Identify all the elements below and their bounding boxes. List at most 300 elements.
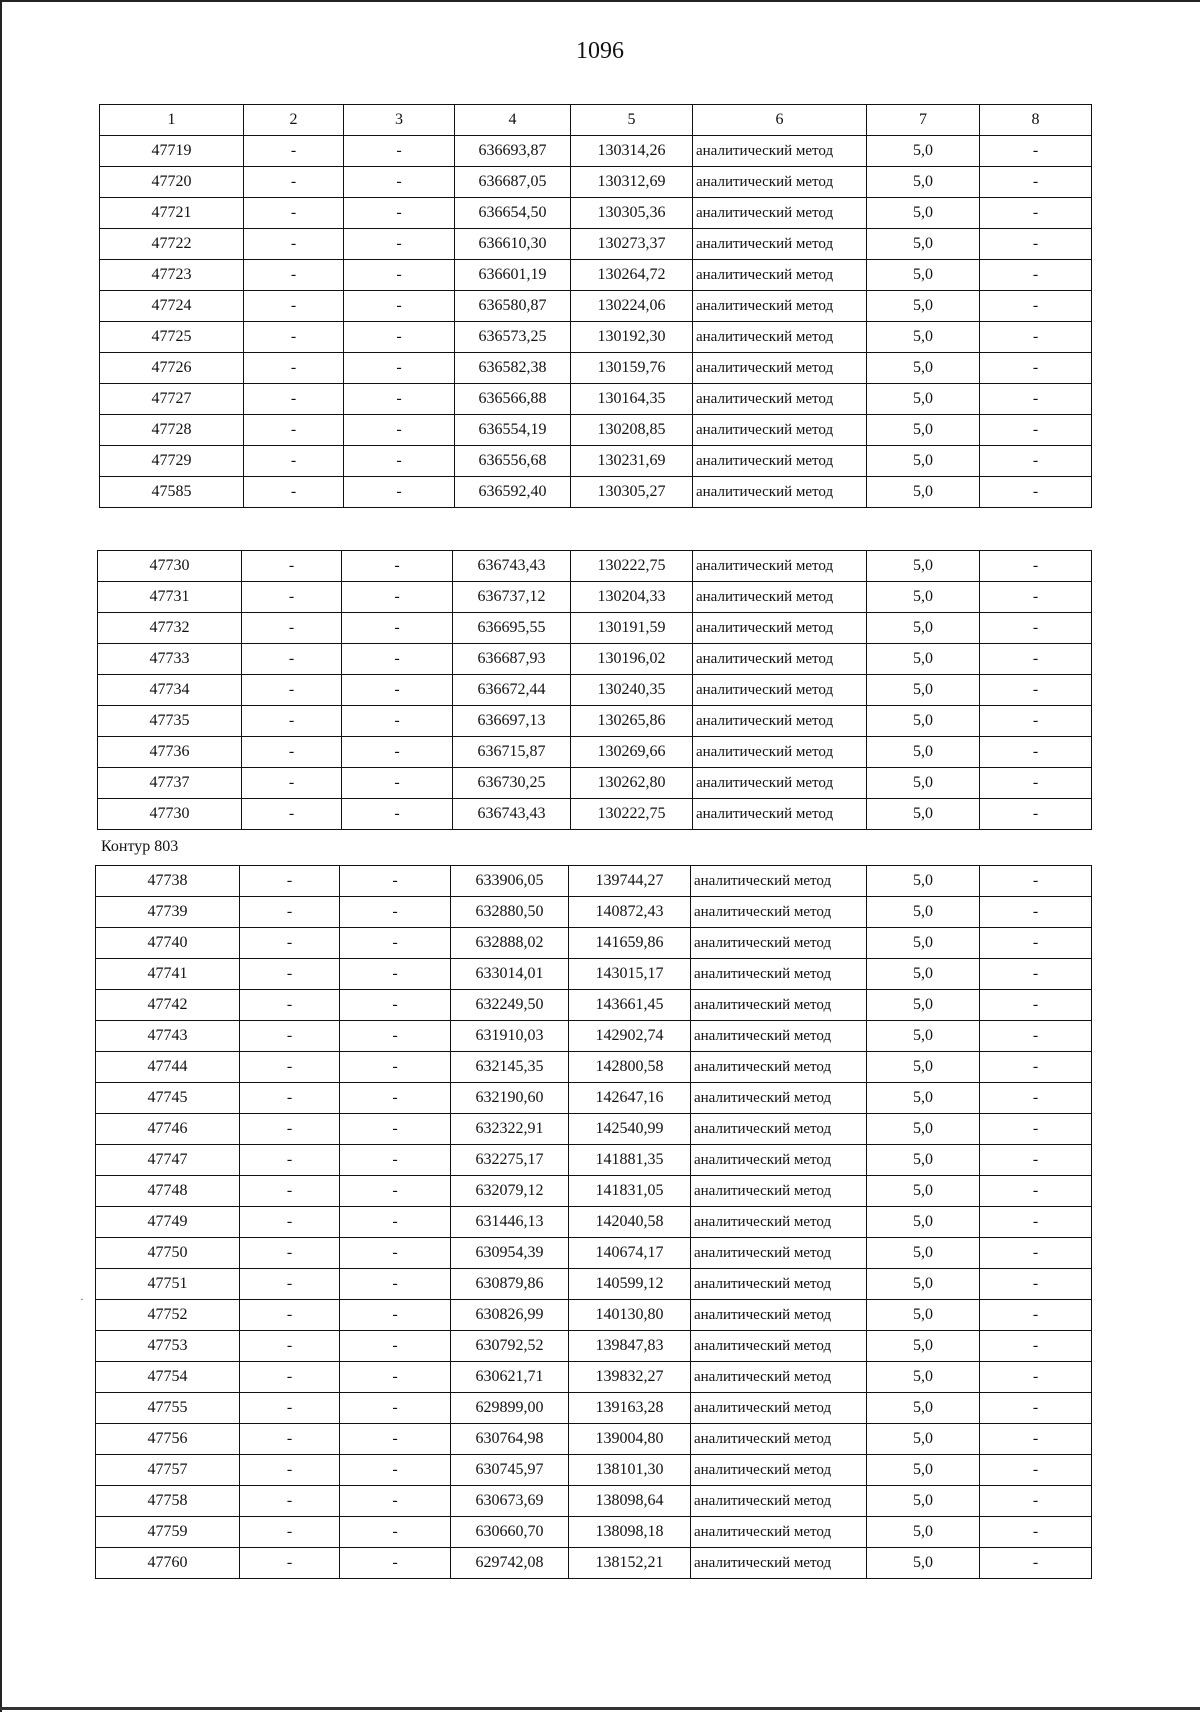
- table-cell: 139004,80: [569, 1424, 691, 1455]
- table-cell: аналитический метод: [693, 799, 867, 830]
- table-cell: -: [340, 897, 451, 928]
- table-cell: аналитический метод: [693, 384, 867, 415]
- table-row: [98, 799, 1092, 830]
- table-cell: -: [340, 1207, 451, 1238]
- table-cell: -: [980, 706, 1092, 737]
- table-cell: -: [342, 675, 453, 706]
- table-cell: -: [340, 1455, 451, 1486]
- table-cell: аналитический метод: [691, 1021, 867, 1052]
- table-cell: 143661,45: [569, 990, 691, 1021]
- table-cell: 5,0: [867, 866, 980, 897]
- table-cell: -: [344, 446, 455, 477]
- table-cell: 138101,30: [569, 1455, 691, 1486]
- table-cell: -: [980, 353, 1092, 384]
- table-row: [96, 959, 1092, 990]
- table-row: [100, 291, 1092, 322]
- table-cell: -: [344, 415, 455, 446]
- table-cell: -: [980, 291, 1092, 322]
- table-cell: -: [980, 1393, 1092, 1424]
- table-row: [96, 1486, 1092, 1517]
- table-cell: -: [980, 959, 1092, 990]
- table-cell: -: [240, 1269, 340, 1300]
- table-row: [96, 1238, 1092, 1269]
- table-cell: 142540,99: [569, 1114, 691, 1145]
- table-cell: -: [980, 136, 1092, 167]
- table-cell: -: [980, 1145, 1092, 1176]
- coordinates-table-contour-803: [95, 865, 1092, 1579]
- table-cell: 142040,58: [569, 1207, 691, 1238]
- table-cell: 141659,86: [569, 928, 691, 959]
- table-cell: аналитический метод: [691, 990, 867, 1021]
- table-cell: 636687,05: [455, 167, 571, 198]
- table-cell: 5,0: [867, 1238, 980, 1269]
- table-cell: 47723: [100, 260, 244, 291]
- table-cell: -: [980, 415, 1092, 446]
- table-row: [96, 1393, 1092, 1424]
- table-cell: 47748: [96, 1176, 240, 1207]
- table-cell: -: [980, 897, 1092, 928]
- table-cell: 636687,93: [453, 644, 571, 675]
- table-cell: 47731: [98, 582, 242, 613]
- table-cell: -: [242, 613, 342, 644]
- table-cell: 130240,35: [571, 675, 693, 706]
- table-cell: аналитический метод: [693, 675, 867, 706]
- table-cell: -: [240, 1300, 340, 1331]
- table-cell: 5,0: [867, 477, 980, 508]
- table-cell: -: [980, 477, 1092, 508]
- table-cell: -: [980, 1424, 1092, 1455]
- table-cell: -: [980, 1517, 1092, 1548]
- table-cell: 47756: [96, 1424, 240, 1455]
- table-cell: -: [340, 1145, 451, 1176]
- table-cell: -: [244, 167, 344, 198]
- table-cell: -: [980, 1269, 1092, 1300]
- table-cell: аналитический метод: [691, 1455, 867, 1486]
- table-row: [100, 415, 1092, 446]
- table-row: [96, 1176, 1092, 1207]
- table-cell: 47759: [96, 1517, 240, 1548]
- table-cell: аналитический метод: [691, 1052, 867, 1083]
- table-cell: 630660,70: [451, 1517, 569, 1548]
- table-cell: 47727: [100, 384, 244, 415]
- table-cell: -: [340, 1548, 451, 1579]
- table-cell: -: [980, 1548, 1092, 1579]
- table-cell: -: [980, 260, 1092, 291]
- table-cell: -: [242, 706, 342, 737]
- table-cell: 143015,17: [569, 959, 691, 990]
- table-row: [100, 136, 1092, 167]
- table-cell: 47744: [96, 1052, 240, 1083]
- table-row: [96, 1207, 1092, 1238]
- table-cell: аналитический метод: [693, 167, 867, 198]
- table-cell: 636743,43: [453, 551, 571, 582]
- table-cell: 5,0: [867, 768, 980, 799]
- table-row: [96, 1455, 1092, 1486]
- table-cell: 47739: [96, 897, 240, 928]
- table-cell: 47743: [96, 1021, 240, 1052]
- table-cell: аналитический метод: [691, 1269, 867, 1300]
- table-cell: -: [980, 1021, 1092, 1052]
- table-cell: -: [244, 322, 344, 353]
- table-cell: аналитический метод: [691, 1331, 867, 1362]
- table-cell: -: [980, 551, 1092, 582]
- table-cell: 47721: [100, 198, 244, 229]
- table-cell: -: [240, 1362, 340, 1393]
- table-cell: -: [340, 1362, 451, 1393]
- table-cell: 636697,13: [453, 706, 571, 737]
- table-cell: -: [344, 198, 455, 229]
- table-cell: 47758: [96, 1486, 240, 1517]
- table-row: [100, 353, 1092, 384]
- table-cell: 138098,64: [569, 1486, 691, 1517]
- table-row: [98, 551, 1092, 582]
- table-cell: 47722: [100, 229, 244, 260]
- table-cell: аналитический метод: [691, 1300, 867, 1331]
- coordinates-table-second-section: [97, 550, 1092, 830]
- table-cell: -: [340, 990, 451, 1021]
- table-cell: аналитический метод: [691, 1207, 867, 1238]
- table-cell: -: [240, 1455, 340, 1486]
- column-header: 1: [100, 105, 244, 136]
- table-cell: 5,0: [867, 1300, 980, 1331]
- table-cell: 140674,17: [569, 1238, 691, 1269]
- table-cell: аналитический метод: [691, 959, 867, 990]
- table-cell: 5,0: [867, 1052, 980, 1083]
- table-cell: -: [340, 959, 451, 990]
- table-cell: аналитический метод: [693, 551, 867, 582]
- table-cell: -: [242, 551, 342, 582]
- table-cell: 130262,80: [571, 768, 693, 799]
- column-header: 6: [693, 105, 867, 136]
- table-cell: -: [240, 1393, 340, 1424]
- table-cell: 636601,19: [455, 260, 571, 291]
- table-cell: 5,0: [867, 613, 980, 644]
- table-row: [100, 260, 1092, 291]
- table-cell: 47754: [96, 1362, 240, 1393]
- table-cell: -: [980, 675, 1092, 706]
- table-cell: 5,0: [867, 1269, 980, 1300]
- table-cell: -: [980, 866, 1092, 897]
- table-cell: -: [342, 582, 453, 613]
- table-cell: 630673,69: [451, 1486, 569, 1517]
- table-row: [96, 1548, 1092, 1579]
- table-cell: 139847,83: [569, 1331, 691, 1362]
- table-cell: 636743,43: [453, 799, 571, 830]
- table-cell: -: [240, 1176, 340, 1207]
- table-cell: 138152,21: [569, 1548, 691, 1579]
- table-cell: 47732: [98, 613, 242, 644]
- table-cell: -: [980, 1114, 1092, 1145]
- table-cell: -: [980, 613, 1092, 644]
- table-cell: 636566,88: [455, 384, 571, 415]
- scan-border-bottom: [0, 1707, 1200, 1710]
- table-cell: -: [340, 1486, 451, 1517]
- table-cell: -: [342, 737, 453, 768]
- table-cell: 632190,60: [451, 1083, 569, 1114]
- table-cell: -: [240, 1238, 340, 1269]
- table-cell: 5,0: [867, 1517, 980, 1548]
- table-cell: -: [980, 1331, 1092, 1362]
- table-cell: 5,0: [867, 897, 980, 928]
- table-cell: 130224,06: [571, 291, 693, 322]
- table-cell: 5,0: [867, 928, 980, 959]
- table-cell: 5,0: [867, 1176, 980, 1207]
- table-cell: -: [980, 198, 1092, 229]
- contour-label: Контур 803: [101, 838, 179, 855]
- table-cell: 5,0: [867, 167, 980, 198]
- table-cell: 5,0: [867, 322, 980, 353]
- table-cell: -: [980, 768, 1092, 799]
- table-cell: -: [340, 1393, 451, 1424]
- table-cell: -: [342, 551, 453, 582]
- table-cell: 632880,50: [451, 897, 569, 928]
- table-cell: 142647,16: [569, 1083, 691, 1114]
- table-cell: 47741: [96, 959, 240, 990]
- table-row: [100, 384, 1092, 415]
- table-cell: 5,0: [867, 959, 980, 990]
- table-cell: 47746: [96, 1114, 240, 1145]
- table-cell: аналитический метод: [693, 737, 867, 768]
- table-cell: -: [980, 1362, 1092, 1393]
- table-cell: 130208,85: [571, 415, 693, 446]
- table-cell: -: [344, 167, 455, 198]
- table-cell: 47725: [100, 322, 244, 353]
- table-cell: 130231,69: [571, 446, 693, 477]
- table-cell: аналитический метод: [693, 415, 867, 446]
- table-cell: 142800,58: [569, 1052, 691, 1083]
- table-cell: -: [244, 198, 344, 229]
- table-cell: 47749: [96, 1207, 240, 1238]
- table-cell: 47728: [100, 415, 244, 446]
- table-cell: -: [340, 1083, 451, 1114]
- table-cell: аналитический метод: [693, 446, 867, 477]
- table-cell: аналитический метод: [693, 291, 867, 322]
- table-cell: 631910,03: [451, 1021, 569, 1052]
- table-cell: 636592,40: [455, 477, 571, 508]
- table-cell: -: [242, 675, 342, 706]
- table-cell: -: [240, 959, 340, 990]
- table-cell: 130314,26: [571, 136, 693, 167]
- table-cell: 630745,97: [451, 1455, 569, 1486]
- table-row: [100, 477, 1092, 508]
- table-cell: аналитический метод: [691, 1083, 867, 1114]
- table-cell: 5,0: [867, 1083, 980, 1114]
- table-cell: 140130,80: [569, 1300, 691, 1331]
- table-cell: 130269,66: [571, 737, 693, 768]
- table-row: [98, 644, 1092, 675]
- table-row: [98, 737, 1092, 768]
- column-header: 4: [455, 105, 571, 136]
- table-cell: 139832,27: [569, 1362, 691, 1393]
- table-cell: 632145,35: [451, 1052, 569, 1083]
- table-cell: 632275,17: [451, 1145, 569, 1176]
- table-cell: 636573,25: [455, 322, 571, 353]
- table-cell: 139163,28: [569, 1393, 691, 1424]
- table-cell: аналитический метод: [693, 477, 867, 508]
- table-cell: 629742,08: [451, 1548, 569, 1579]
- table-cell: -: [980, 1455, 1092, 1486]
- table-cell: 130192,30: [571, 322, 693, 353]
- table-cell: -: [980, 384, 1092, 415]
- column-header: 8: [980, 105, 1092, 136]
- table-cell: -: [980, 1486, 1092, 1517]
- table-cell: -: [242, 799, 342, 830]
- table-cell: 5,0: [867, 737, 980, 768]
- table-cell: 130204,33: [571, 582, 693, 613]
- table-cell: 5,0: [867, 1145, 980, 1176]
- column-header: 2: [244, 105, 344, 136]
- table-cell: аналитический метод: [693, 706, 867, 737]
- table-cell: -: [244, 353, 344, 384]
- table-cell: 632888,02: [451, 928, 569, 959]
- table-cell: 630764,98: [451, 1424, 569, 1455]
- table-cell: 47734: [98, 675, 242, 706]
- table-cell: -: [240, 1486, 340, 1517]
- table-cell: 5,0: [867, 353, 980, 384]
- table-cell: -: [980, 229, 1092, 260]
- header-row: [100, 105, 1092, 136]
- table-cell: 5,0: [867, 990, 980, 1021]
- table-cell: 47726: [100, 353, 244, 384]
- table-cell: 138098,18: [569, 1517, 691, 1548]
- table-cell: -: [980, 446, 1092, 477]
- table-cell: 5,0: [867, 1393, 980, 1424]
- table-cell: 140872,43: [569, 897, 691, 928]
- table-cell: -: [240, 1021, 340, 1052]
- table-cell: -: [344, 260, 455, 291]
- table-cell: -: [342, 644, 453, 675]
- table-cell: 47757: [96, 1455, 240, 1486]
- table-cell: -: [340, 1021, 451, 1052]
- table-cell: 636693,87: [455, 136, 571, 167]
- table-cell: -: [240, 866, 340, 897]
- table-cell: 636556,68: [455, 446, 571, 477]
- table-cell: аналитический метод: [693, 322, 867, 353]
- table-cell: аналитический метод: [693, 613, 867, 644]
- table-cell: -: [344, 384, 455, 415]
- table-cell: -: [340, 1517, 451, 1548]
- table-cell: аналитический метод: [691, 866, 867, 897]
- table-cell: -: [980, 1176, 1092, 1207]
- table-cell: -: [980, 928, 1092, 959]
- table-cell: -: [244, 291, 344, 322]
- table-cell: 632249,50: [451, 990, 569, 1021]
- table-cell: 130273,37: [571, 229, 693, 260]
- table-row: [96, 897, 1092, 928]
- table-cell: 629899,00: [451, 1393, 569, 1424]
- table-cell: 47752: [96, 1300, 240, 1331]
- table-cell: аналитический метод: [691, 1176, 867, 1207]
- table-cell: аналитический метод: [691, 1114, 867, 1145]
- table-cell: 5,0: [867, 582, 980, 613]
- table-cell: 5,0: [867, 1331, 980, 1362]
- table-cell: -: [342, 768, 453, 799]
- table-cell: 636730,25: [453, 768, 571, 799]
- table-cell: -: [340, 1269, 451, 1300]
- table-cell: -: [980, 167, 1092, 198]
- table-cell: 5,0: [867, 1207, 980, 1238]
- table-cell: 130264,72: [571, 260, 693, 291]
- table-cell: аналитический метод: [691, 1517, 867, 1548]
- table-cell: 636582,38: [455, 353, 571, 384]
- table-cell: 47753: [96, 1331, 240, 1362]
- table-cell: -: [340, 1052, 451, 1083]
- table-cell: -: [344, 229, 455, 260]
- column-header: 7: [867, 105, 980, 136]
- table-cell: 631446,13: [451, 1207, 569, 1238]
- table-row: [96, 1145, 1092, 1176]
- table-row: [96, 990, 1092, 1021]
- table-cell: 5,0: [867, 1486, 980, 1517]
- table-row: [98, 582, 1092, 613]
- table-cell: аналитический метод: [693, 353, 867, 384]
- table-cell: -: [980, 644, 1092, 675]
- table-cell: 130196,02: [571, 644, 693, 675]
- table-cell: 5,0: [867, 1362, 980, 1393]
- table-cell: -: [244, 229, 344, 260]
- table-cell: 130191,59: [571, 613, 693, 644]
- table-cell: -: [240, 928, 340, 959]
- table-cell: 47720: [100, 167, 244, 198]
- table-cell: 5,0: [867, 260, 980, 291]
- table-cell: -: [240, 1114, 340, 1145]
- table-cell: 5,0: [867, 384, 980, 415]
- table-cell: аналитический метод: [691, 1486, 867, 1517]
- table-row: [100, 229, 1092, 260]
- table-cell: -: [244, 384, 344, 415]
- table-row: [100, 446, 1092, 477]
- table-cell: 47738: [96, 866, 240, 897]
- column-header: 5: [571, 105, 693, 136]
- table-row: [100, 167, 1092, 198]
- table-cell: -: [240, 1207, 340, 1238]
- table-cell: 5,0: [867, 229, 980, 260]
- table-cell: 47742: [96, 990, 240, 1021]
- table-cell: -: [240, 1083, 340, 1114]
- table-cell: -: [342, 799, 453, 830]
- table-row: [96, 1269, 1092, 1300]
- table-cell: 47750: [96, 1238, 240, 1269]
- table-cell: -: [980, 1238, 1092, 1269]
- table-cell: -: [242, 644, 342, 675]
- page-number: 1096: [576, 38, 624, 64]
- table-cell: 140599,12: [569, 1269, 691, 1300]
- table-cell: 636695,55: [453, 613, 571, 644]
- table-cell: -: [344, 322, 455, 353]
- table-cell: 47719: [100, 136, 244, 167]
- table-cell: 47736: [98, 737, 242, 768]
- table-cell: 630954,39: [451, 1238, 569, 1269]
- table-cell: -: [240, 1145, 340, 1176]
- table-cell: -: [240, 897, 340, 928]
- table-cell: -: [980, 322, 1092, 353]
- table-cell: 5,0: [867, 1455, 980, 1486]
- table-row: [96, 1083, 1092, 1114]
- table-cell: 141881,35: [569, 1145, 691, 1176]
- column-header: 3: [344, 105, 455, 136]
- table-cell: 47585: [100, 477, 244, 508]
- table-cell: 130159,76: [571, 353, 693, 384]
- table-cell: -: [242, 582, 342, 613]
- table-cell: -: [242, 768, 342, 799]
- table-row: [100, 322, 1092, 353]
- table-cell: 47747: [96, 1145, 240, 1176]
- table-cell: 47729: [100, 446, 244, 477]
- table-row: [96, 928, 1092, 959]
- table-cell: -: [344, 477, 455, 508]
- table-row: [96, 1331, 1092, 1362]
- table-cell: 5,0: [867, 415, 980, 446]
